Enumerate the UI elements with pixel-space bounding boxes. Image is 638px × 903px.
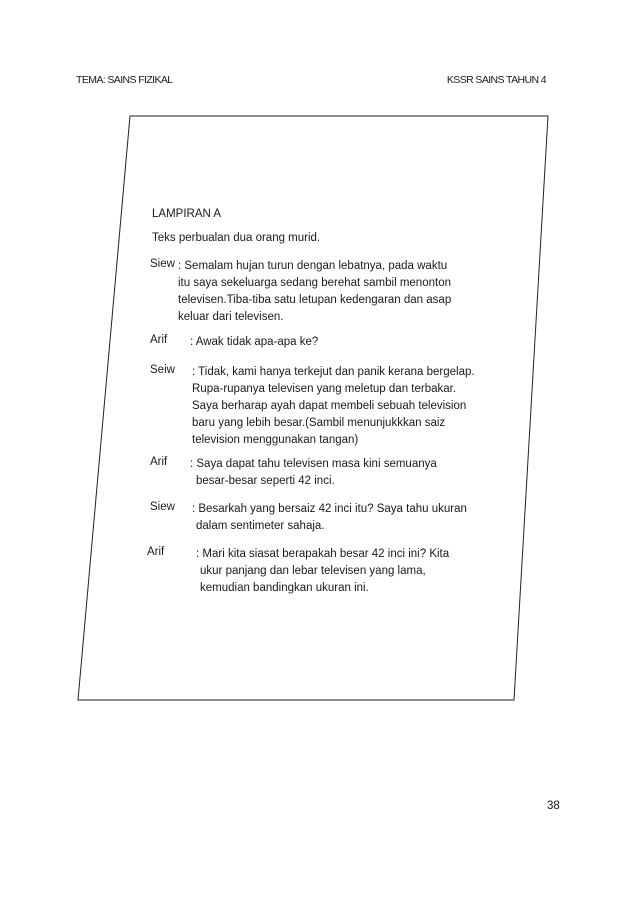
speech-text (190, 456, 500, 490)
appendix-intro: Teks perbualan dua orang murid. (152, 232, 321, 244)
speech-text (192, 501, 502, 535)
speaker-label: Seiw (150, 364, 175, 376)
speech-line: Rupa-rupanya televisen yang meletup dan terbakar. (192, 383, 457, 395)
speech-line: kemudian bandingkan ukuran ini. (200, 582, 369, 594)
page-number: 38 (547, 800, 560, 812)
speech-line: : Tidak, kami hanya terkejut dan panik kerana bergelap. (192, 366, 475, 378)
speech-line: : Semalam hujan turun dengan lebatnya, pada waktu (178, 260, 448, 272)
speech-line: : Awak tidak apa-apa ke? (190, 336, 319, 348)
speech-line: : Mari kita siasat berapakah besar 42 inci ini? Kita (196, 548, 450, 560)
speech-line: televisen.Tiba-tiba satu letupan kedengaran dan asap (178, 294, 452, 306)
speech-text (192, 364, 502, 449)
speech-text (178, 258, 488, 326)
header-curriculum: KSSR SAINS TAHUN 4 (446, 74, 546, 86)
speech-line: dalam sentimeter sahaja. (196, 520, 325, 532)
speaker-label: Arif (150, 456, 168, 468)
speech-line: : Saya dapat tahu televisen masa kini semuanya (190, 458, 437, 470)
speaker-label: Arif (150, 334, 168, 346)
speech-line: ukur panjang dan lebar televisen yang lama, (200, 565, 426, 577)
speaker-label: Arif (147, 546, 165, 558)
speech-line: itu saya sekeluarga sedang berehat sambil menonton (178, 277, 451, 289)
speech-line: : Besarkah yang bersaiz 42 inci itu? Saya tahu ukuran (192, 503, 467, 515)
speech-line: keluar dari televisen. (178, 311, 284, 323)
speaker-label: Siew (150, 501, 175, 513)
header-theme: TEMA: SAINS FIZIKAL (76, 74, 173, 86)
speech-text (196, 546, 506, 597)
speech-line: besar-besar seperti 42 inci. (196, 475, 335, 487)
speech-line: Saya berharap ayah dapat membeli sebuah television (192, 400, 467, 412)
speech-line: television menggunakan tangan) (192, 434, 359, 446)
speaker-label: Siew (150, 258, 175, 270)
speech-text (190, 334, 500, 351)
appendix-title: LAMPIRAN A (152, 208, 222, 220)
speech-line: baru yang lebih besar.(Sambil menunjukkkan saiz (192, 417, 446, 429)
